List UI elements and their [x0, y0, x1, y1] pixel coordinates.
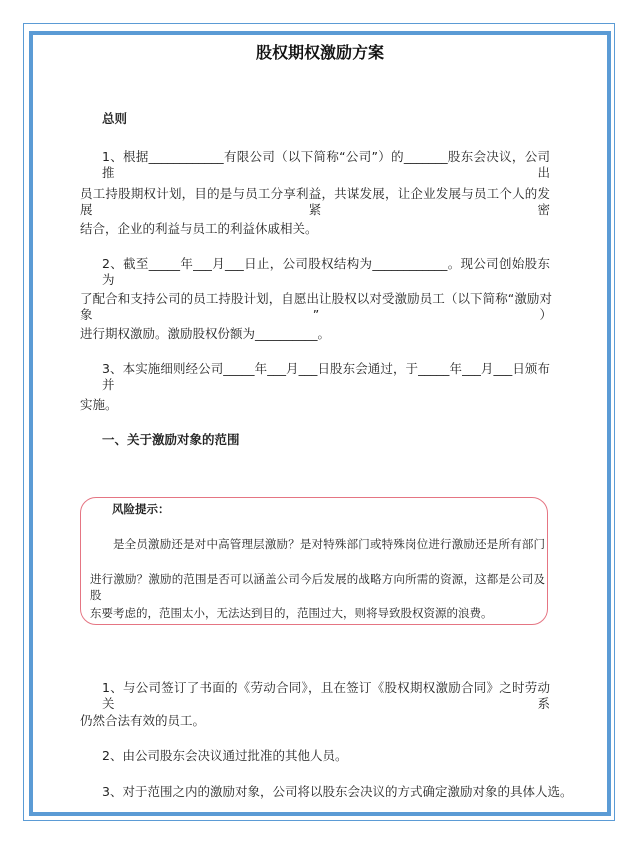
paragraph-line: 1、与公司签订了书面的《劳动合同》，且在签订《股权期权激励合同》之时劳动关系	[102, 680, 550, 711]
paragraph-line: 进行期权激励。激励股权份额为__________。	[80, 326, 331, 341]
paragraph-line: 1、根据____________有限公司（以下简称“公司”）的_______股东会决议，公司推出	[102, 149, 550, 180]
risk-line: 东要考虑的，范围太小，无法达到目的，范围过大，则将导致股权资源的浪费。	[90, 606, 493, 620]
paragraph-line: 结合，企业的利益与员工的利益休戚相关。	[80, 221, 318, 236]
risk-line: 是全员激励还是对中高管理层激励？是对特殊部门或特殊岗位进行激励还是所有部门	[113, 537, 545, 551]
paragraph-line: 实施。	[80, 397, 118, 412]
document-title: 股权期权激励方案	[255, 43, 384, 62]
section-heading: 一、关于激励对象的范围	[102, 432, 240, 447]
paragraph-line: 3、对于范围之内的激励对象，公司将以股东会决议的方式确定激励对象的具体人选。	[102, 784, 573, 799]
paragraph-line: 2、截至_____年___月___日止，公司股权结构为____________。现公司创始股东为	[102, 256, 550, 287]
paragraph-line: 3、本实施细则经公司_____年___月___日股东会通过，于_____年___月___日颁布并	[102, 361, 550, 392]
paragraph-line: 员工持股期权计划，目的是与员工分享利益，共谋发展，让企业发展与员工个人的发展紧密	[80, 186, 550, 217]
risk-label: 风险提示：	[112, 502, 170, 516]
paragraph-line: 2、由公司股东会决议通过批准的其他人员。	[102, 748, 348, 763]
general-heading: 总则	[102, 111, 128, 126]
paragraph-line: 了配合和支持公司的员工持股计划，自愿出让股权以对受激励员工（以下简称“激励对象”）	[80, 291, 552, 322]
paragraph-line: 仍然合法有效的员工。	[80, 713, 206, 728]
risk-line: 进行激励？激励的范围是否可以涵盖公司今后发展的战略方向所需的资源，这都是公司及股	[90, 572, 545, 602]
